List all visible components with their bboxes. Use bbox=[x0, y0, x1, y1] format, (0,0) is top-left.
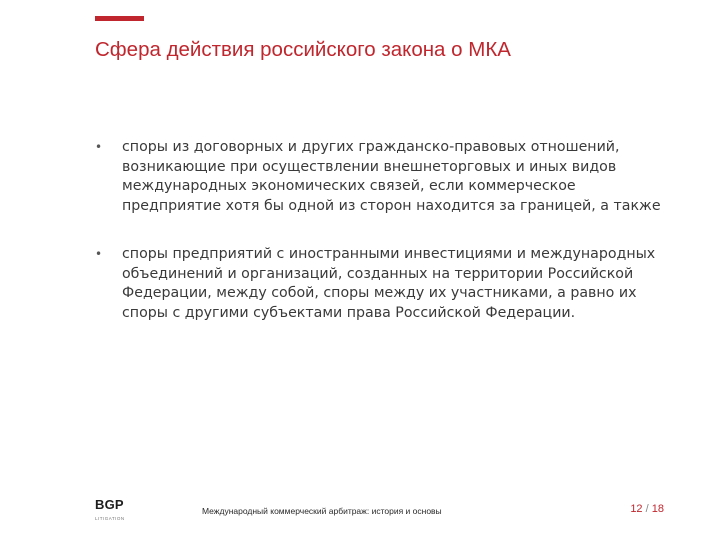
footer-caption: Международный коммерческий арбитраж: история и основы bbox=[202, 506, 442, 516]
logo-text: BGP bbox=[95, 497, 124, 512]
bullet-list bbox=[95, 138, 670, 352]
bullet-item bbox=[95, 138, 670, 217]
bullet-marker: • bbox=[95, 140, 103, 154]
logo-subtext: LITIGATION bbox=[95, 516, 125, 521]
bullet-text: споры предприятий с иностранными инвестициями и международных объединений и организаций, созданных на территории Российской Федерации, между собой, споры между их участниками, а равно их споры с другими субъектами права Российской Федерации. bbox=[122, 245, 656, 321]
bullet-item bbox=[95, 245, 670, 324]
page-separator: / bbox=[645, 503, 649, 515]
page-number bbox=[630, 503, 664, 515]
page-current: 12 bbox=[630, 503, 643, 515]
bullet-text: споры из договорных и других гражданско-правовых отношений, возникающие при осуществлении внешнеторговых и иных видов международных экономических связей, если коммерческое предприятие хотя бы одной из сторон находится за границей, а также bbox=[122, 139, 661, 215]
bgp-logo bbox=[95, 498, 135, 528]
bullet-marker: • bbox=[95, 246, 103, 261]
page-total: 18 bbox=[651, 503, 664, 515]
title-accent-bar bbox=[95, 16, 144, 21]
slide-title: Сфера действия российского закона о МКА bbox=[95, 38, 511, 61]
